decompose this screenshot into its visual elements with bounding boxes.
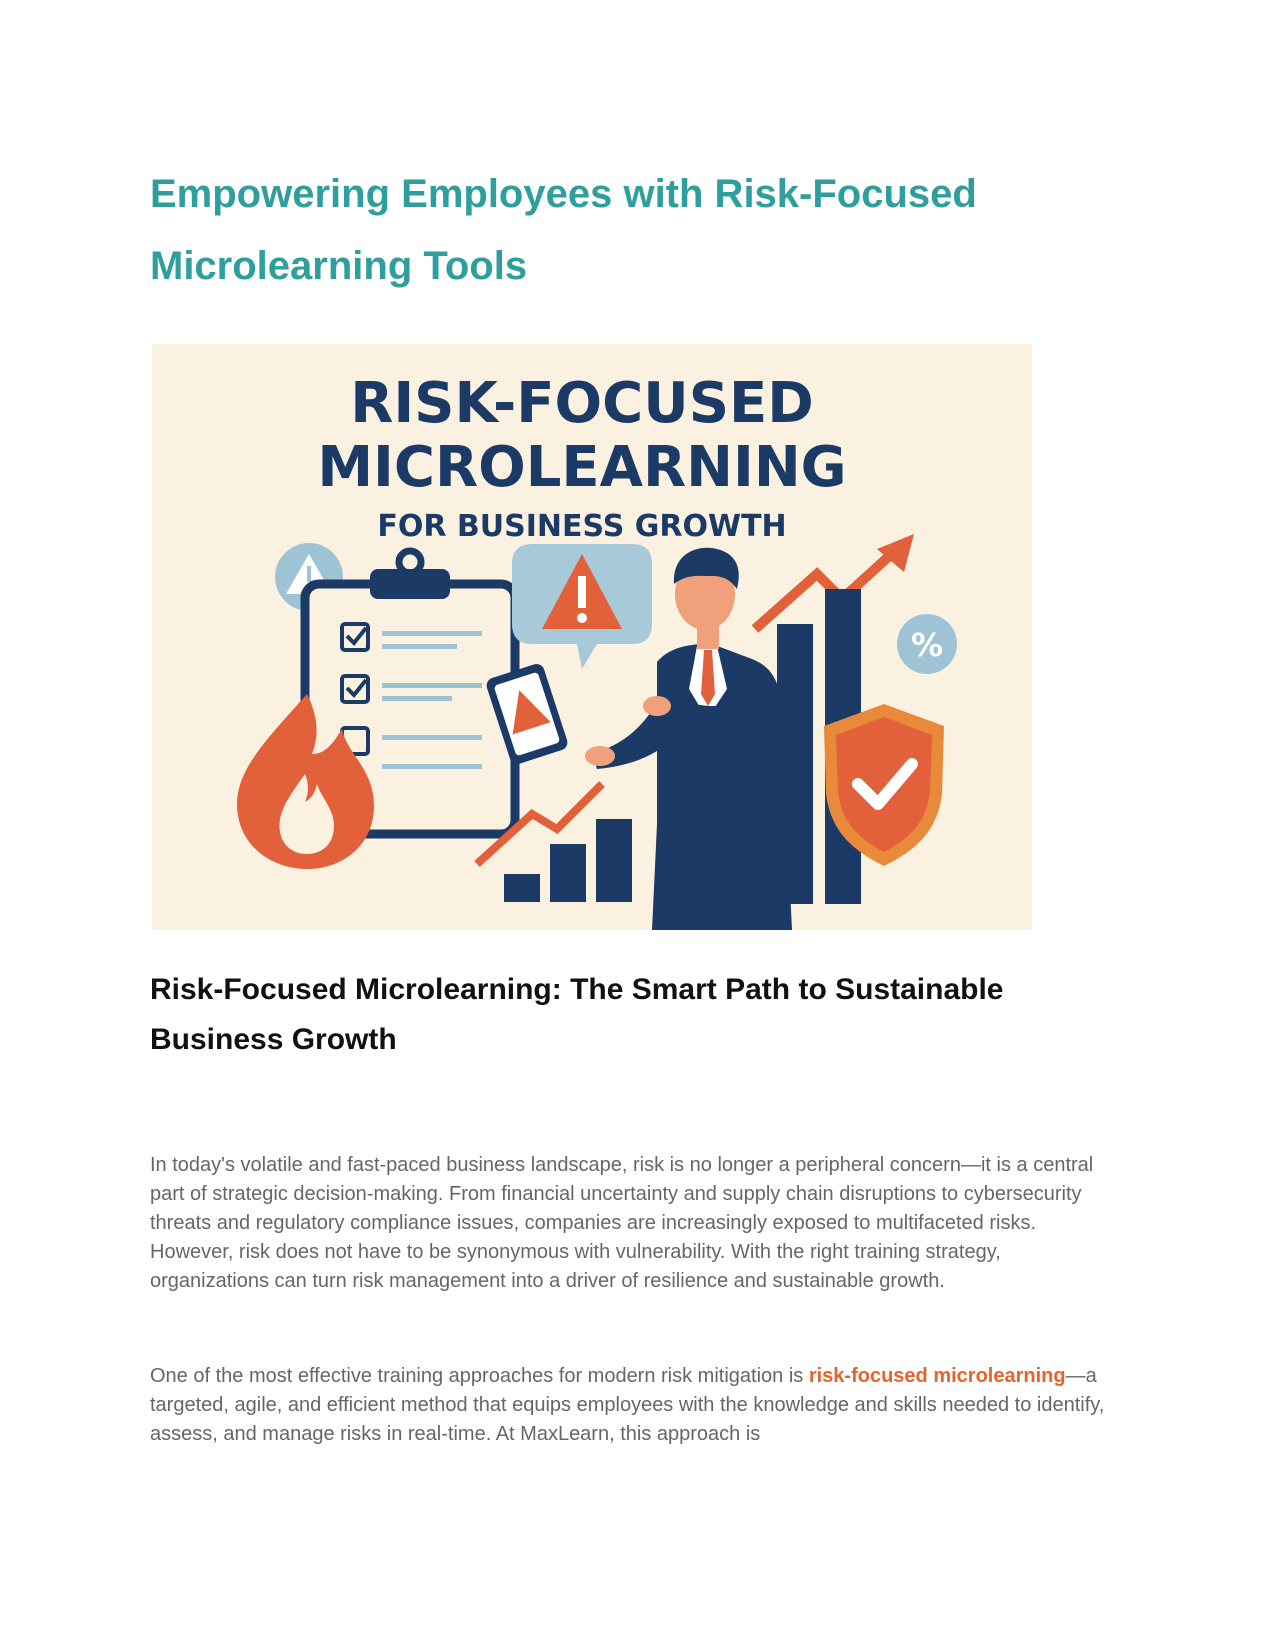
approach-paragraph-rest: —a targeted, agile, and efficient method that equips employees with the knowledge and skills needed to identify, assess, and manage risks in real-time. At MaxLearn, this approach is: [150, 1365, 1105, 1445]
hero-illustration: [152, 344, 1032, 930]
page-title: Empowering Employees with Risk-Focused Microlearning Tools: [150, 172, 977, 288]
percent-circle-icon: [897, 614, 957, 674]
hero-tagline: FOR BUSINESS GROWTH: [377, 509, 787, 544]
svg-text:%: %: [910, 626, 944, 664]
hero-headline-line2: MICROLEARNING: [317, 435, 847, 500]
intro-paragraph: In today's volatile and fast-paced business landscape, risk is no longer a peripheral concern—it is a central part of strategic decision-making. From financial uncertainty and supply chain disruptions to cybersecurity threats and regulatory compliance issues, companies are increasingly exposed to multifaceted risks. However, risk does not have to be synonymous with vulnerability. With the right training strategy, organizations can turn risk management into a driver of resilience and sustainable growth.: [150, 1154, 1094, 1292]
approach-paragraph: [150, 1362, 1120, 1449]
section-heading: Risk-Focused Microlearning: The Smart Path to Sustainable Business Growth: [150, 973, 1004, 1056]
hero-headline-line1: RISK-FOCUSED: [350, 371, 814, 436]
approach-paragraph-lead: One of the most effective training approaches for modern risk mitigation is: [150, 1365, 809, 1387]
risk-focused-microlearning-link[interactable]: risk-focused microlearning: [808, 1365, 1066, 1387]
